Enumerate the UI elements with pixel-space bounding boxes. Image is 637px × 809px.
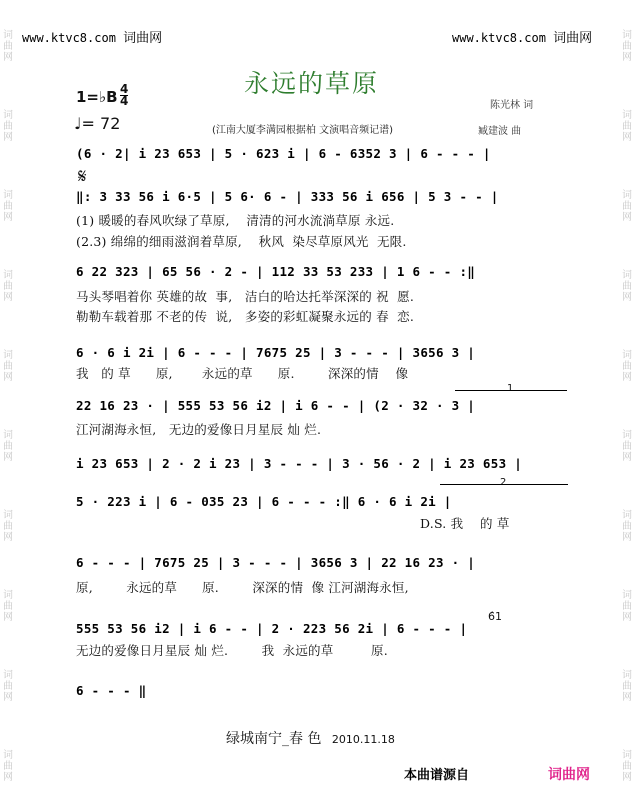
key-signature: 1=♭B (76, 88, 118, 106)
site-name: 词曲网 (553, 31, 593, 46)
score-line-6: i 23 653 | 2 · 2 i 23 | 3 - - - | 3 · 56 · 2 | i 23 653 | (76, 456, 523, 471)
time-signature (120, 84, 128, 107)
score-line-8: 6 - - - | 7675 25 | 3 - - - | 3656 3 | 22 16 23 · | (76, 555, 476, 570)
score-line-2: ‖: 3 33 56 i 6·5 | 5 6· 6 - | 333 56 i 656 | 5 3 - - | (76, 189, 499, 204)
side-watermark-right: 词 曲 网 (622, 350, 632, 383)
side-watermark-left: 词 曲 网 (3, 30, 13, 63)
score-line-3: 6 22 323 | 65 56 · 2 - | 112 33 53 233 | 1 6 - - :‖ (76, 264, 476, 279)
lyric-ds: D.S. 我 的 草 (420, 516, 510, 531)
side-watermark-left: 词 曲 网 (3, 190, 13, 223)
lyric-verse-23b: 勒勒车载着那 不老的传 说, 多姿的彩虹凝聚永远的 春 恋. (76, 309, 415, 324)
signature (226, 728, 395, 748)
side-watermark-right: 词 曲 网 (622, 590, 632, 623)
volta-1-label: 1 (507, 383, 514, 394)
volta-2-bracket (440, 484, 568, 485)
side-watermark-left: 词 曲 网 (3, 590, 13, 623)
side-watermark-left: 词 曲 网 (3, 110, 13, 143)
volta-1-bracket (455, 390, 567, 391)
transcription-note: (江南大厦李满园根据柏 文演唱音频记谱) (212, 125, 393, 136)
score-line-9: 555 53 56 i2 | i 6 - - | 2 · 223 56 2i | 6 - - - | (76, 621, 468, 636)
lyric-verse-1b: 马头琴唱着你 英雄的故 事, 洁白的哈达托举深深的 祝 愿. (76, 289, 415, 304)
lyric-verse-1a: (1) 暖暖的春风吹绿了草原, 清清的河水流淌草原 永远. (76, 213, 395, 228)
side-watermark-right: 词 曲 网 (622, 30, 632, 63)
side-watermark-right: 词 曲 网 (622, 110, 632, 143)
side-watermark-left: 词 曲 网 (3, 670, 13, 703)
site-url-text: www.ktvc8.com (22, 31, 116, 45)
signature-name: 绿城南宁_春 色 (226, 731, 322, 747)
site-url-right[interactable] (452, 27, 592, 46)
side-watermark-left: 词 曲 网 (3, 750, 13, 783)
time-top: 4 (120, 82, 129, 96)
score-line-1: (6 · 2| i 23 653 | 5 · 623 i | 6 - 6352 3 | 6 - - - | (76, 146, 491, 161)
volta-2-label: 2 (500, 477, 507, 488)
score-line-5: 22 16 23 · | 555 53 56 i2 | i 6 - - | (2 · 32 · 3 | (76, 398, 476, 413)
site-name: 词曲网 (123, 31, 163, 46)
side-watermark-left: 词 曲 网 (3, 510, 13, 543)
side-watermark-right: 词 曲 网 (622, 510, 632, 543)
signature-date: 2010.11.18 (331, 733, 395, 746)
lyric-chorus-4: 无边的爱像日月星辰 灿 烂. 我 永远的草 原. (76, 643, 388, 658)
segno-icon: 𝄋 (78, 164, 87, 188)
side-watermark-right: 词 曲 网 (622, 270, 632, 303)
side-watermark-left: 词 曲 网 (3, 430, 13, 463)
score-line-7: 5 · 223 i | 6 - 035 23 | 6 - - - :‖ 6 · 6 i 2i | (76, 494, 452, 509)
site-url-left[interactable] (22, 27, 162, 46)
lyric-verse-23a: (2.3) 绵绵的细雨滋润着草原, 秋风 染尽草原风光 无限. (76, 234, 407, 249)
time-bottom: 4 (120, 94, 129, 108)
lyric-chorus-1: 我 的 草 原, 永远的草 原. 深深的情 像 (76, 366, 409, 381)
side-watermark-right: 词 曲 网 (622, 190, 632, 223)
side-watermark-right: 词 曲 网 (622, 430, 632, 463)
source-label: 本曲谱源自 (404, 768, 470, 783)
lyric-chorus-3: 原, 永远的草 原. 深深的情 像 江河湖海永恒, (76, 580, 409, 595)
site-logo[interactable]: 词曲网 (548, 767, 590, 783)
lyricist: 陈光林 词 (490, 100, 534, 111)
side-watermark-right: 词 曲 网 (622, 670, 632, 703)
song-title: 永远的草原 (244, 69, 380, 98)
site-url-text: www.ktvc8.com (452, 31, 546, 45)
side-watermark-right: 词 曲 网 (622, 750, 632, 783)
fermata-mark: 6̂1 (488, 610, 502, 623)
lyric-chorus-2: 江河湖海永恒, 无边的爱像日月星辰 灿 烂. (76, 422, 322, 437)
side-watermark-left: 词 曲 网 (3, 270, 13, 303)
side-watermark-left: 词 曲 网 (3, 350, 13, 383)
score-line-4: 6 · 6 i 2i | 6 - - - | 7675 25 | 3 - - - | 3656 3 | (76, 345, 476, 360)
score-line-10: 6 - - - ‖ (76, 683, 147, 698)
composer: 臧建波 曲 (478, 126, 522, 137)
tempo-mark: ♩= 72 (74, 114, 121, 133)
